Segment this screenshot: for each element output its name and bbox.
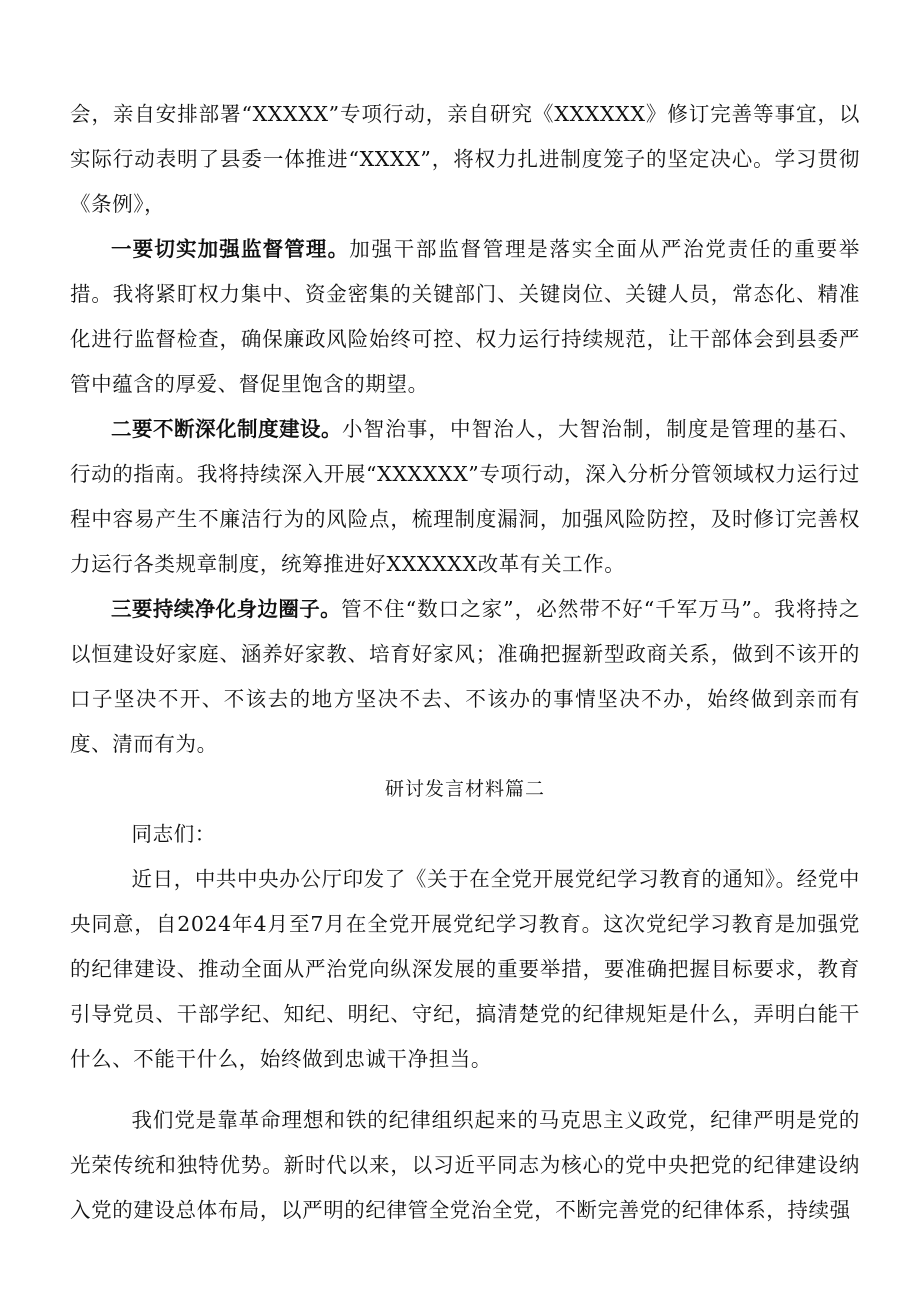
point-one-heading: 一要切实加强监督管理。 xyxy=(111,237,350,261)
paragraph-point-two xyxy=(70,407,860,587)
point-three-heading: 三要持续净化身边圈子。 xyxy=(111,597,342,621)
paragraph-party-discipline: 我们党是靠革命理想和铁的纪律组织起来的马克思主义政党，纪律严明是党的光荣传统和独特优势。新时代以来，以习近平同志为核心的党中央把党的纪律建设纳入党的建设总体布局，以严明的纪律管全党治全党，不断完善党的纪律体系，持续强 xyxy=(70,1108,860,1222)
paragraph-intro-continuation: 会，亲自安排部署“XXXXX”专项行动，亲自研究《XXXXXX》修订完善等事宜，以实际行动表明了县委一体推进“XXXX”，将权力扎进制度笼子的坚定决心。学习贯彻《条例》， xyxy=(70,102,860,216)
paragraph-spacer xyxy=(70,1082,860,1098)
point-two-heading: 二要不断深化制度建设。 xyxy=(111,417,343,441)
section-title: 研讨发言材料篇二 xyxy=(384,778,545,800)
greeting: 同志们： xyxy=(131,822,216,846)
point-one-body: 加强干部监督管理是落实全面从严治党责任的重要举措。我将紧盯权力集中、资金密集的关键部门、关键岗位、关键人员，常态化、精准化进行监督检查，确保廉政风险始终可控、权力运行持续规范，让干部体会到县委严管中蕴含的厚爱、督促里饱含的期望。 xyxy=(70,237,860,396)
point-two-body: 小智治事，中智治人，大智治制，制度是管理的基石、行动的指南。我将持续深入开展“XXXXXX”专项行动，深入分析分管领域权力运行过程中容易产生不廉洁行为的风险点，梳理制度漏洞，加强风险防控，及时修订完善权力运行各类规章制度，统筹推进好XXXXXX改革有关工作。 xyxy=(70,417,860,576)
paragraph-notice: 近日，中共中央办公厅印发了《关于在全党开展党纪学习教育的通知》。经党中央同意，自2024年4月至7月在全党开展党纪学习教育。这次党纪学习教育是加强党的纪律建设、推动全面从严治党向纵深发展的重要举措，要准确把握目标要求，教育引导党员、干部学纪、知纪、明纪、守纪，搞清楚党的纪律规矩是什么，弄明白能干什么、不能干什么，始终做到忠诚干净担当。 xyxy=(70,867,860,1071)
paragraph-point-three xyxy=(70,587,860,767)
document-page xyxy=(70,92,860,1233)
paragraph-point-one xyxy=(70,227,860,407)
point-three-body: 管不住“数口之家”，必然带不好“千军万马”。我将持之以恒建设好家庭、涵养好家教、培育好家风；准确把握新型政商关系，做到不该开的口子坚决不开、不该去的地方坚决不去、不该办的事情坚决不办，始终做到亲而有度、清而有为。 xyxy=(70,597,860,756)
